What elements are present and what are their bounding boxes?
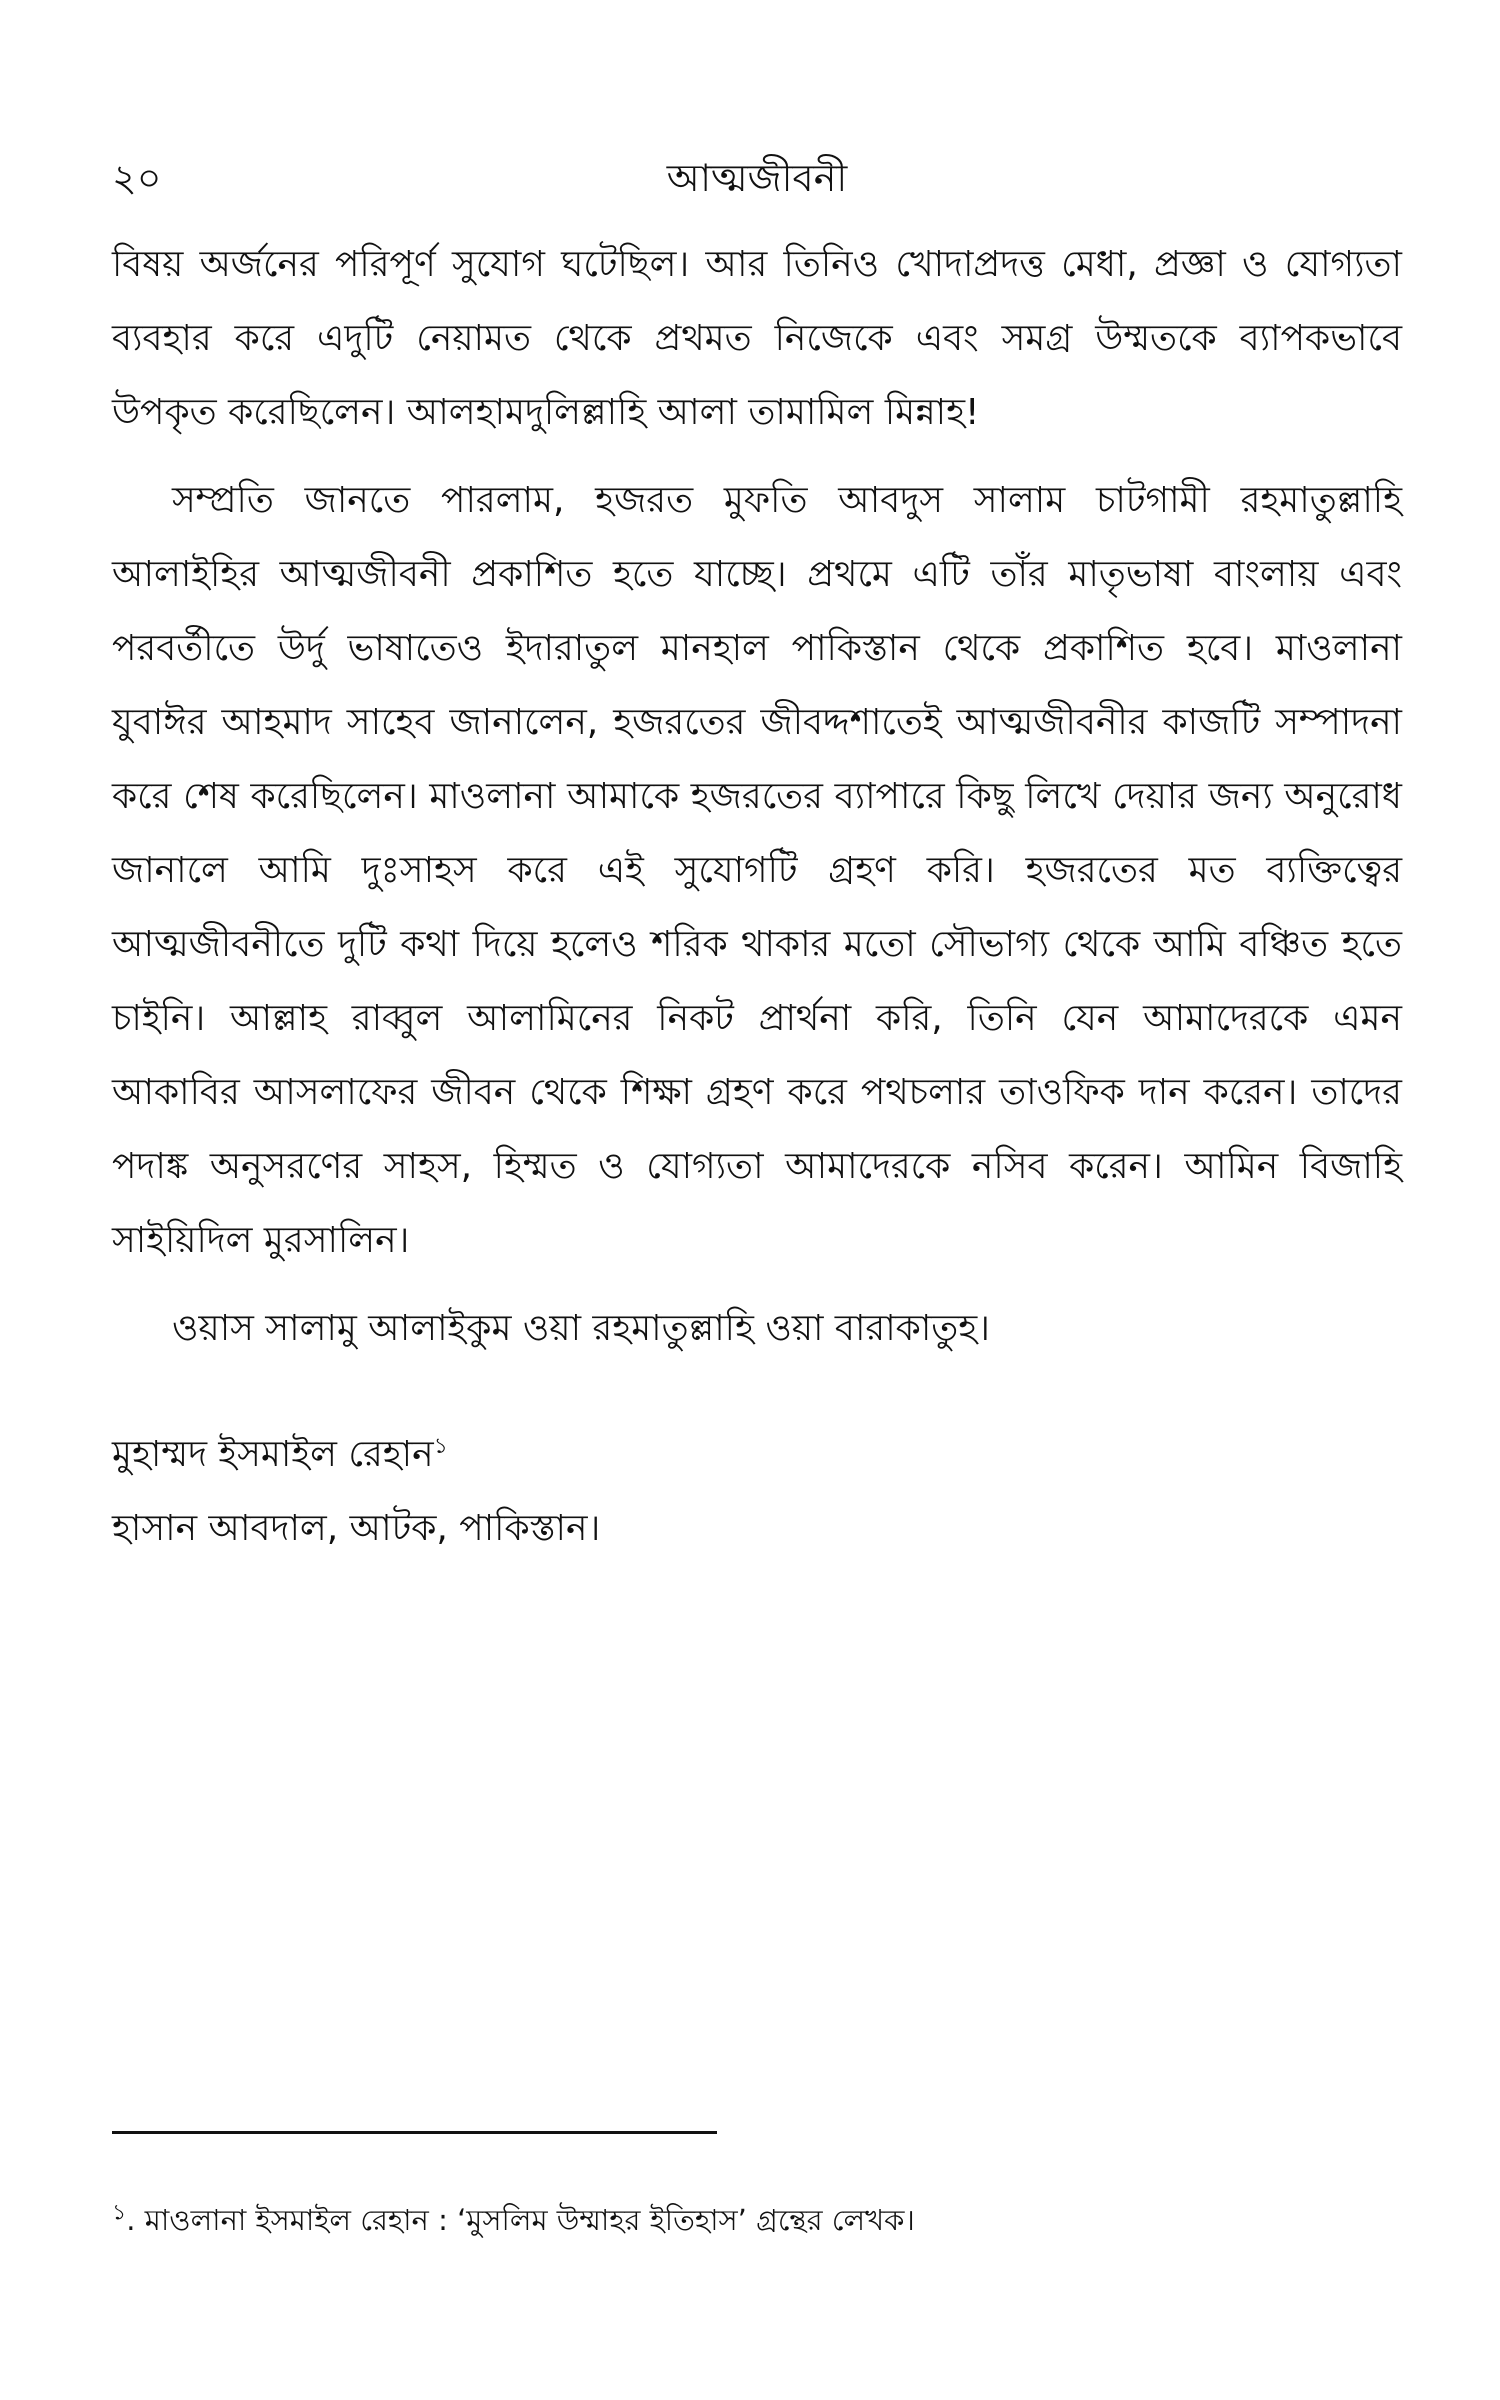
running-title: আত্মজীবনী — [666, 156, 848, 200]
signature-block — [112, 1418, 1402, 1566]
footnote-reference[interactable]: ১ — [433, 1434, 448, 1459]
signature-name-line — [112, 1418, 1402, 1492]
paragraph-main: সম্প্রতি জানতে পারলাম, হজরত মুফতি আবদুস সালাম চাটগামী রহমাতুল্লাহি আলাইহির আত্মজীবনী প্রকাশিত হতে যাচ্ছে। প্রথমে এটি তাঁর মাতৃভাষা বাংলায় এবং পরবর্তীতে উর্দু ভাষাতেও ইদারাতুল মানহাল পাকিস্তান থেকে প্রকাশিত হবে। মাওলানা যুবাঈর আহমাদ সাহেব জানালেন, হজরতের জীবদ্দশাতেই আত্মজীবনীর কাজটি সম্পাদনা করে শেষ করেছিলেন। মাওলানা আমাকে হজরতের ব্যাপারে কিছু লিখে দেয়ার জন্য অনুরোধ জানালে আমি দুঃসাহস করে এই সুযোগটি গ্রহণ করি। হজরতের মত ব্যক্তিত্বের আত্মজীবনীতে দুটি কথা দিয়ে হলেও শরিক থাকার মতো সৌভাগ্য থেকে আমি বঞ্চিত হতে চাইনি। আল্লাহ রাব্বুল আলামিনের নিকট প্রার্থনা করি, তিনি যেন আমাদেরকে এমন আকাবির আসলাফের জীবন থেকে শিক্ষা গ্রহণ করে পথচলার তাওফিক দান করেন। তাদের পদাঙ্ক অনুসরণের সাহস, হিম্মত ও যোগ্যতা আমাদেরকে নসিব করেন। আমিন বিজাহি সাইয়িদিল মুরসালিন। — [112, 480, 1402, 1261]
author-location: হাসান আবদাল, আটক, পাকিস্তান। — [112, 1508, 601, 1549]
paragraph-salutation: ওয়াস সালামু আলাইকুম ওয়া রহমাতুল্লাহি ওয়া বারাকাতুহ। — [172, 1308, 991, 1349]
footnote-marker: ১ — [112, 2200, 127, 2226]
footnote-divider — [112, 2131, 717, 2134]
running-header — [112, 150, 1402, 206]
footnote — [112, 2195, 1402, 2245]
page-number: ২০ — [112, 156, 162, 200]
paragraph-continuation: বিষয় অর্জনের পরিপূর্ণ সুযোগ ঘটেছিল। আর তিনিও খোদাপ্রদত্ত মেধা, প্রজ্ঞা ও যোগ্যতা ব্যবহার করে এদুটি নেয়ামত থেকে প্রথমত নিজেকে এবং সমগ্র উম্মতকে ব্যাপকভাবে উপকৃত করেছিলেন। আলহামদুলিল্লাহি আলা তামামিল মিন্নাহ! — [112, 244, 1402, 433]
footnote-text: . মাওলানা ইসমাইল রেহান : ‘মুসলিম উম্মাহর ইতিহাস’ গ্রন্থের লেখক। — [126, 2203, 915, 2237]
author-name: মুহাম্মদ ইসমাইল রেহান — [112, 1434, 434, 1475]
main-text — [112, 228, 1402, 1380]
